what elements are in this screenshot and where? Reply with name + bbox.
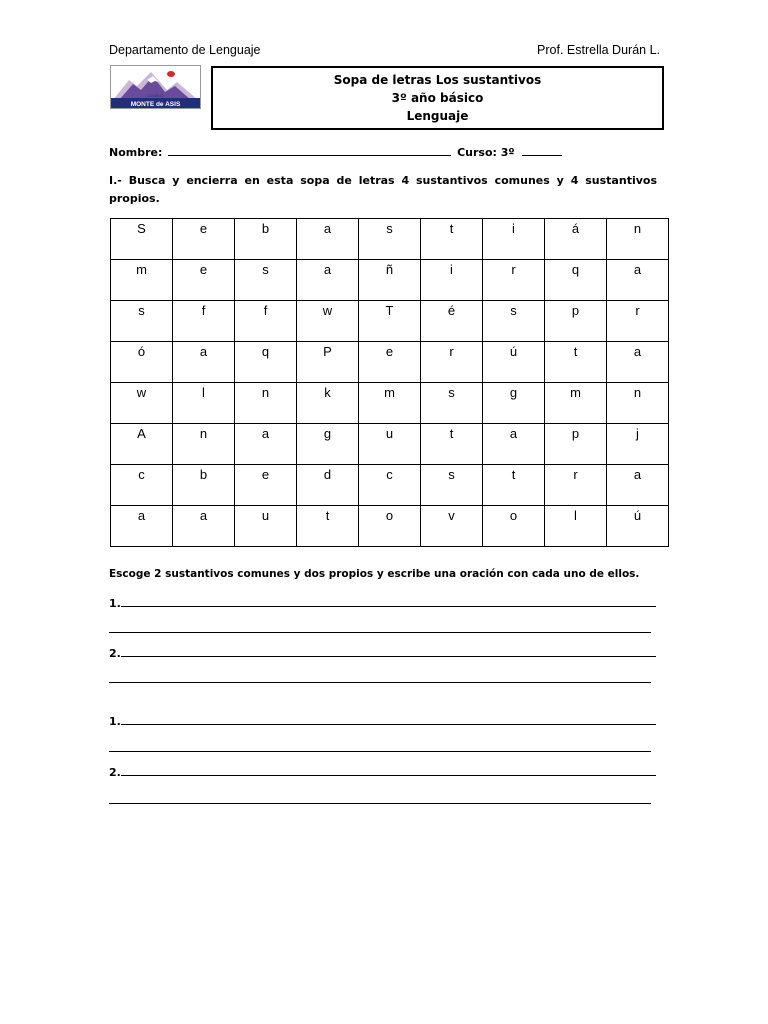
grid-cell[interactable]: s	[359, 219, 421, 260]
grid-cell[interactable]: a	[111, 506, 173, 547]
course-label: Curso: 3º	[457, 146, 515, 159]
grid-cell[interactable]: m	[545, 383, 607, 424]
grid-cell[interactable]: f	[173, 301, 235, 342]
grid-cell[interactable]: d	[297, 465, 359, 506]
grid-cell[interactable]: v	[421, 506, 483, 547]
grid-cell[interactable]: e	[359, 342, 421, 383]
grid-cell[interactable]: p	[545, 301, 607, 342]
grid-cell[interactable]: s	[483, 301, 545, 342]
grid-cell[interactable]: ó	[111, 342, 173, 383]
grid-cell[interactable]: n	[607, 383, 669, 424]
teacher-label: Prof. Estrella Durán L.	[537, 43, 660, 57]
school-logo	[110, 65, 201, 109]
grid-cell[interactable]: t	[483, 465, 545, 506]
grid-row	[111, 506, 669, 547]
grid-cell[interactable]: a	[607, 465, 669, 506]
grid-cell[interactable]: l	[173, 383, 235, 424]
grid-cell[interactable]: a	[297, 260, 359, 301]
answer-number: 2.	[109, 647, 121, 660]
department-label: Departamento de Lenguaje	[109, 43, 261, 57]
grid-cell[interactable]: g	[483, 383, 545, 424]
grid-cell[interactable]: o	[483, 506, 545, 547]
grid-cell[interactable]: o	[359, 506, 421, 547]
answer-line-2[interactable]	[109, 646, 656, 660]
grid-row	[111, 383, 669, 424]
grid-cell[interactable]: a	[483, 424, 545, 465]
grid-cell[interactable]: e	[173, 260, 235, 301]
grid-cell[interactable]: u	[235, 506, 297, 547]
grid-cell[interactable]: a	[173, 342, 235, 383]
grid-row	[111, 465, 669, 506]
grid-cell[interactable]: s	[421, 383, 483, 424]
mountain-logo-icon	[111, 66, 200, 108]
grid-cell[interactable]: é	[421, 301, 483, 342]
grid-cell[interactable]: t	[421, 424, 483, 465]
grid-cell[interactable]: n	[235, 383, 297, 424]
grid-cell[interactable]: t	[421, 219, 483, 260]
title-line-2: 3º año básico	[391, 91, 484, 105]
logo-small-text: COLEGIO	[147, 94, 164, 98]
grid-row	[111, 219, 669, 260]
logo-text: MONTE de ASIS	[130, 101, 181, 108]
grid-cell[interactable]: T	[359, 301, 421, 342]
course-blank[interactable]	[522, 146, 562, 156]
answer-number: 2.	[109, 766, 121, 779]
grid-cell[interactable]: a	[607, 260, 669, 301]
grid-cell[interactable]: e	[173, 219, 235, 260]
answer-line-3[interactable]	[109, 714, 656, 728]
answer-continuation-line[interactable]	[109, 803, 651, 804]
grid-cell[interactable]: r	[421, 342, 483, 383]
grid-cell[interactable]: w	[111, 383, 173, 424]
grid-cell[interactable]: r	[607, 301, 669, 342]
grid-cell[interactable]: t	[545, 342, 607, 383]
grid-row	[111, 301, 669, 342]
grid-row	[111, 342, 669, 383]
answer-continuation-line[interactable]	[109, 632, 651, 633]
grid-cell[interactable]: s	[421, 465, 483, 506]
grid-cell[interactable]: j	[607, 424, 669, 465]
grid-cell[interactable]: ú	[483, 342, 545, 383]
grid-cell[interactable]: s	[235, 260, 297, 301]
grid-cell[interactable]: ñ	[359, 260, 421, 301]
grid-cell[interactable]: n	[173, 424, 235, 465]
name-label: Nombre:	[109, 146, 163, 159]
grid-cell[interactable]: c	[111, 465, 173, 506]
grid-cell[interactable]: k	[297, 383, 359, 424]
title-line-3: Lenguaje	[406, 109, 469, 123]
answer-continuation-line[interactable]	[109, 682, 651, 683]
grid-cell[interactable]: n	[607, 219, 669, 260]
grid-cell[interactable]: á	[545, 219, 607, 260]
grid-cell[interactable]: t	[297, 506, 359, 547]
grid-cell[interactable]: w	[297, 301, 359, 342]
grid-cell[interactable]: b	[173, 465, 235, 506]
grid-row	[111, 424, 669, 465]
grid-cell[interactable]: e	[235, 465, 297, 506]
grid-cell[interactable]: i	[483, 219, 545, 260]
name-blank[interactable]	[168, 146, 451, 156]
grid-cell[interactable]: a	[607, 342, 669, 383]
answer-continuation-line[interactable]	[109, 751, 651, 752]
grid-cell[interactable]: A	[111, 424, 173, 465]
title-line-1: Sopa de letras Los sustantivos	[333, 73, 542, 87]
title-box	[211, 66, 664, 130]
grid-cell[interactable]: c	[359, 465, 421, 506]
grid-cell[interactable]: a	[297, 219, 359, 260]
grid-cell[interactable]: u	[359, 424, 421, 465]
grid-cell[interactable]: P	[297, 342, 359, 383]
grid-cell[interactable]: q	[235, 342, 297, 383]
task-instruction: Escoge 2 sustantivos comunes y dos propios y escribe una oración con cada uno de ellos.	[109, 568, 640, 580]
grid-cell[interactable]: p	[545, 424, 607, 465]
answer-line-4[interactable]	[109, 765, 656, 779]
grid-cell[interactable]: l	[545, 506, 607, 547]
grid-cell[interactable]: r	[483, 260, 545, 301]
grid-cell[interactable]: b	[235, 219, 297, 260]
answer-number: 1.	[109, 715, 121, 728]
instruction-text: I.- Busca y encierra en esta sopa de letras 4 sustantivos comunes y 4 sustantivos propios.	[109, 174, 657, 205]
grid-row	[111, 260, 669, 301]
grid-cell[interactable]: f	[235, 301, 297, 342]
grid-cell[interactable]: r	[545, 465, 607, 506]
word-search-grid	[110, 218, 669, 547]
grid-cell[interactable]: g	[297, 424, 359, 465]
grid-cell[interactable]: ú	[607, 506, 669, 547]
grid-cell[interactable]: m	[111, 260, 173, 301]
grid-cell[interactable]: S	[111, 219, 173, 260]
student-info-line	[109, 146, 562, 159]
grid-cell[interactable]: a	[235, 424, 297, 465]
grid-cell[interactable]: i	[421, 260, 483, 301]
answer-line-1[interactable]	[109, 596, 656, 610]
grid-cell[interactable]: a	[173, 506, 235, 547]
grid-cell[interactable]: s	[111, 301, 173, 342]
grid-cell[interactable]: q	[545, 260, 607, 301]
answer-number: 1.	[109, 597, 121, 610]
grid-cell[interactable]: m	[359, 383, 421, 424]
